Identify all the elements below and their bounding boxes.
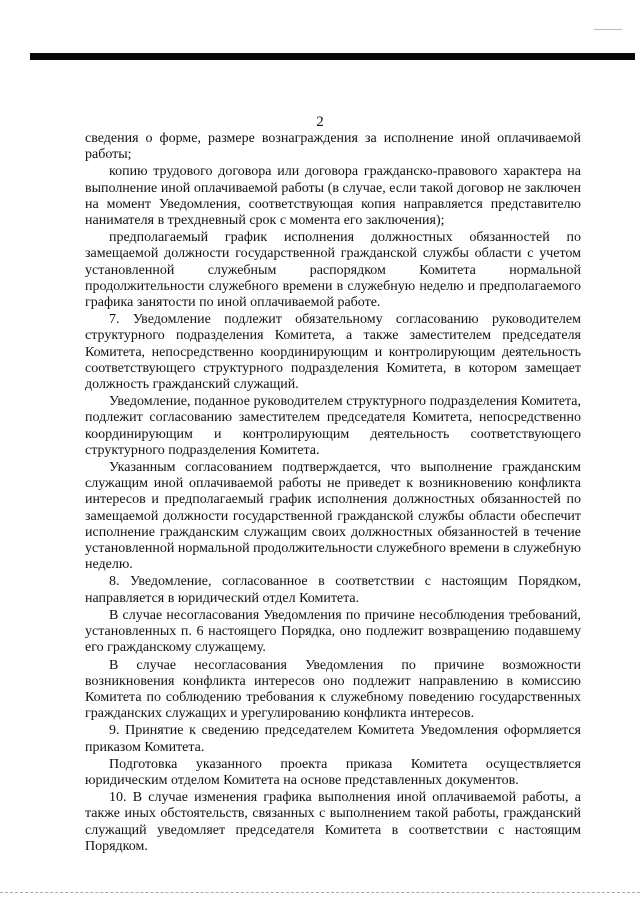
paragraph: 8. Уведомление, согласованное в соответствии с настоящим Порядком, направляется в юридический отдел Комитета. (85, 574, 581, 606)
paragraph: 9. Принятие к сведению председателем Комитета Уведомления оформляется приказом Комитета. (85, 723, 581, 755)
document-body (85, 131, 581, 856)
paragraph: сведения о форме, размере вознаграждения за исполнение иной оплачиваемой работы; (85, 131, 581, 163)
scan-edge-mark (594, 29, 622, 30)
page-number: 2 (316, 114, 324, 130)
paragraph: В случае несогласования Уведомления по причине возможности возникновения конфликта интересов оно подлежит направлению в комиссию Комитета по соблюдению требования к служебному поведению государственных гражданских служащих и урегулированию конфликта интересов. (85, 657, 581, 722)
paragraph: Подготовка указанного проекта приказа Комитета осуществляется юридическим отделом Комитета на основе представленных документов. (85, 756, 581, 788)
top-border-bar (30, 53, 635, 60)
paragraph: предполагаемый график исполнения должностных обязанностей по замещаемой должности государственной гражданской службы области с учетом установленной служебным распорядком Комитета нормальной продолжительности служебного времени в служебную неделю и предполагаемого графика занятости по иной оплачиваемой работе. (85, 230, 581, 311)
paragraph: Уведомление, поданное руководителем структурного подразделения Комитета, подлежит согласованию заместителем председателя Комитета, непосредственно координирующим и контролирующим деятельность соответствующего структурного подразделения Комитета. (85, 394, 581, 458)
paragraph: копию трудового договора или договора гражданско-правового характера на выполнение иной оплачиваемой работы (в случае, если такой договор не заключен на момент Уведомления, соответствующая копия направляется представителю нанимателя в трехдневный срок с момента его заключения); (85, 164, 581, 229)
paragraph: 10. В случае изменения графика выполнения иной оплачиваемой работы, а также иных обстоятельств, связанных с выполнением такой работы, гражданский служащий уведомляет председателя Комитета в соответствии с настоящим Порядком. (85, 790, 581, 854)
paragraph: Указанным согласованием подтверждается, что выполнение гражданским служащим иной оплачиваемой работы не приведет к возникновению конфликта интересов и предполагаемый график исполнения должностных обязанностей по замещаемой должности государственной гражданской службы области обеспечит исполнение гражданским служащим своих должностных обязанностей в течение установленной нормальной продолжительности служебного времени в служебную неделю. (85, 460, 581, 573)
paragraph: В случае несогласования Уведомления по причине несоблюдения требований, установленных п. 6 настоящего Порядка, оно подлежит возвращению подавшему его гражданскому служащему. (85, 607, 581, 656)
paragraph: 7. Уведомление подлежит обязательному согласованию руководителем структурного подразделения Комитета, а также заместителем председателя Комитета, непосредственно координирующим и контролирующим деятельность соответствующего структурного подразделения Комитета, в котором замещает должность гражданский служащий. (85, 312, 581, 393)
bottom-scan-line (0, 892, 640, 894)
